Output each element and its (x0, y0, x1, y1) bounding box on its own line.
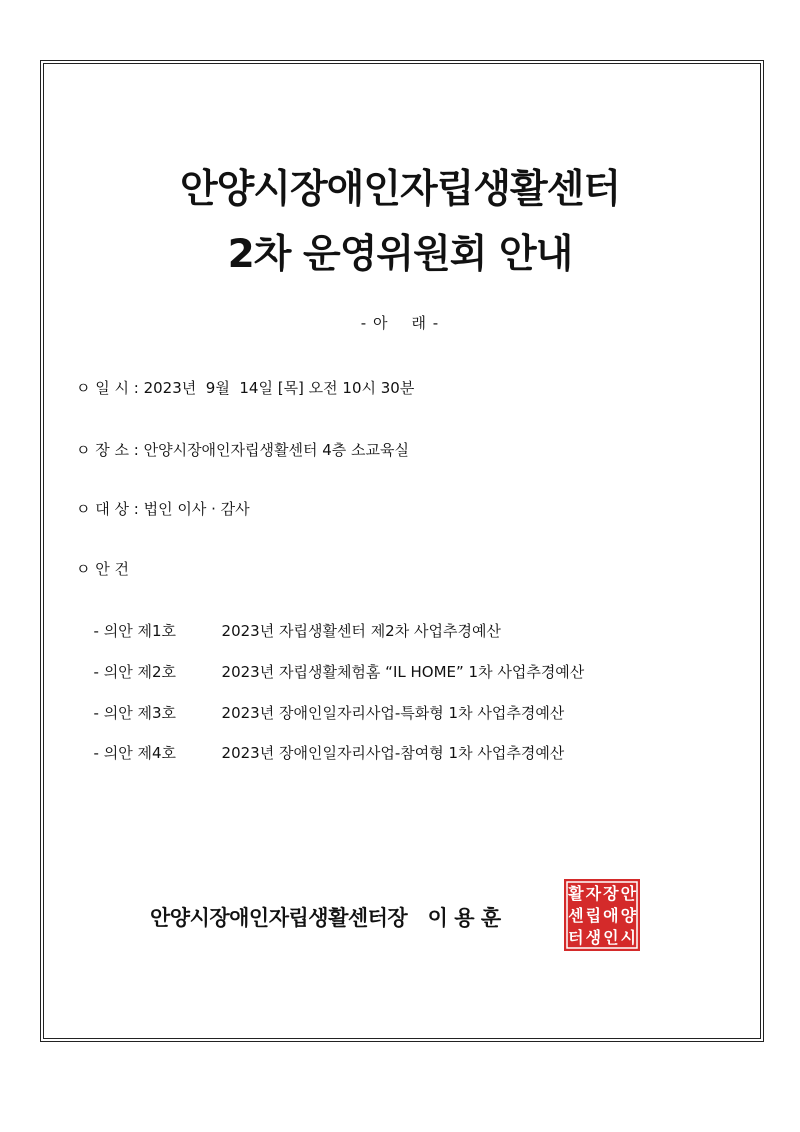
agenda-item-number: - 의안 제3호 (93, 704, 176, 722)
agenda-item-number: - 의안 제4호 (93, 744, 176, 762)
agenda-item (84, 602, 501, 641)
seal-character: 애 (603, 906, 619, 925)
seal-character: 안 (620, 884, 637, 903)
agenda-item-content: 2023년 장애인일자리사업-참여형 1차 사업추경예산 (221, 744, 565, 762)
document-title-line1: 안양시장애인자립생활센터 (179, 167, 621, 212)
document-title-line2: 2차 운영위원회 안내 (227, 232, 573, 277)
seal-character: 양 (620, 906, 637, 925)
agenda-item (84, 684, 564, 723)
official-seal-stamp (564, 879, 640, 951)
agenda-item (84, 724, 564, 763)
seal-character: 터 (568, 928, 584, 947)
seal-character: 활 (568, 884, 584, 903)
detail-datetime: ㅇ 일 시 : 2023년 9월 14일 [목] 오전 10시 30분 (76, 379, 415, 397)
agenda-item-content: 2023년 장애인일자리사업-특화형 1차 사업추경예산 (221, 704, 565, 722)
seal-character: 립 (585, 906, 602, 925)
agenda-item (84, 643, 584, 682)
agenda-item-number: - 의안 제1호 (93, 622, 176, 640)
seal-character: 생 (585, 928, 602, 947)
detail-attendees: ㅇ 대 상 : 법인 이사 · 감사 (76, 500, 250, 518)
subheading-below: - 아 래 - (360, 314, 440, 332)
signature-line: 안양시장애인자립생활센터장 이 용 훈 (150, 906, 501, 930)
agenda-item-number: - 의안 제2호 (93, 663, 176, 681)
seal-character: 시 (620, 928, 637, 947)
detail-location: ㅇ 장 소 : 안양시장애인자립생활센터 4층 소교육실 (76, 441, 410, 459)
seal-character: 센 (568, 906, 584, 925)
agenda-item-content: 2023년 자립생활체험홈 “IL HOME” 1차 사업추경예산 (221, 663, 585, 681)
seal-character: 인 (603, 928, 619, 947)
agenda-item-content: 2023년 자립생활센터 제2차 사업추경예산 (221, 622, 501, 640)
detail-agenda-heading: ㅇ 안 건 (76, 560, 130, 578)
seal-character: 자 (585, 884, 602, 903)
seal-character: 장 (603, 884, 619, 903)
